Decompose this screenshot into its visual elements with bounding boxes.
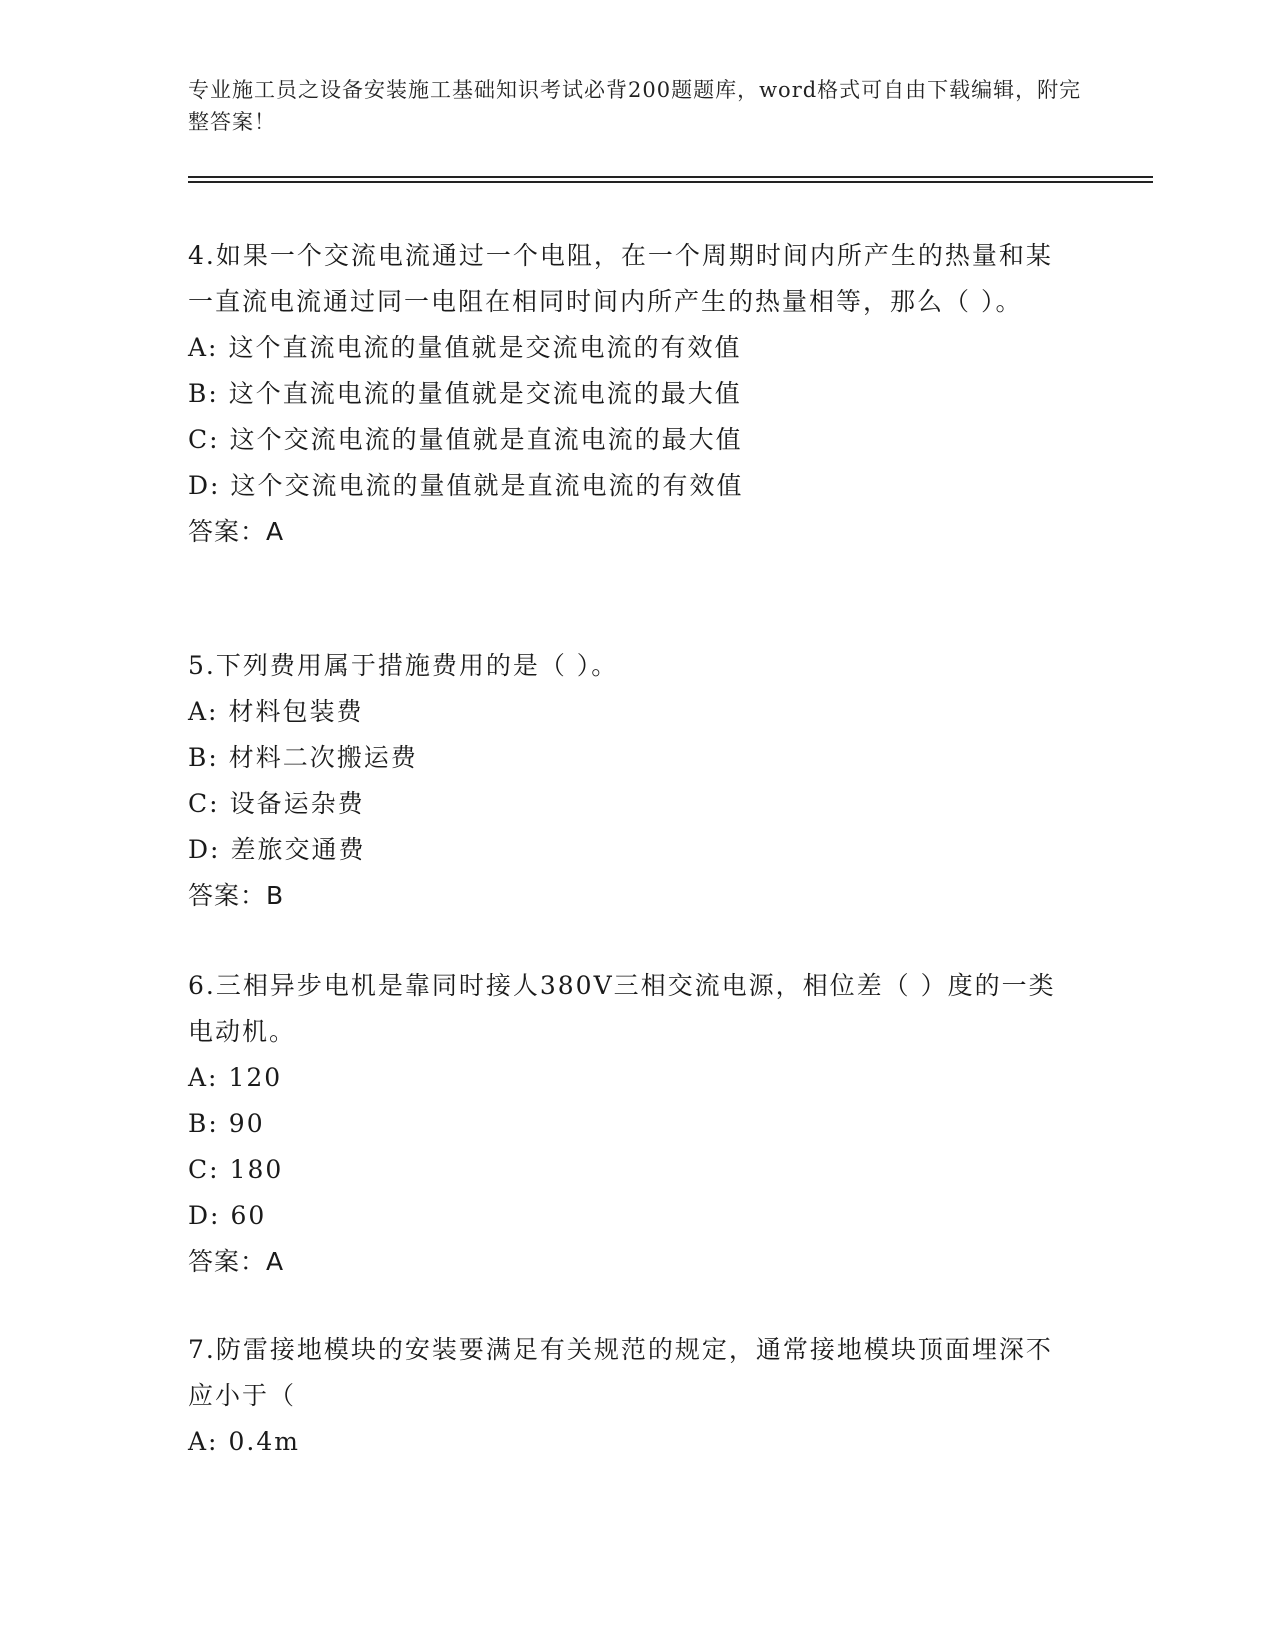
option-text: 差旅交通费 xyxy=(230,835,366,864)
question-number: 6. xyxy=(188,971,216,1000)
answer-line xyxy=(188,873,1068,919)
question-stem: 如果一个交流电流通过一个电阻，在一个周期时间内所产生的热量和某一直流电流通过同一电阻在相同时间内所产生的热量相等，那么（ ）。 xyxy=(188,241,1053,316)
question-number: 5. xyxy=(188,651,216,680)
option-text: 设备运杂费 xyxy=(229,789,365,818)
option-text: 90 xyxy=(228,1109,265,1138)
option-key: B: xyxy=(188,743,219,772)
option-d xyxy=(188,463,1068,509)
option-text: 这个直流电流的量值就是交流电流的最大值 xyxy=(228,379,742,408)
answer-line xyxy=(188,509,1068,555)
option-text: 这个直流电流的量值就是交流电流的有效值 xyxy=(228,333,742,362)
option-key: C: xyxy=(188,425,220,454)
option-key: C: xyxy=(188,789,220,818)
question-text xyxy=(188,643,1068,689)
answer-value: A xyxy=(266,517,285,546)
document-header: 专业施工员之设备安装施工基础知识考试必背200题题库，word格式可自由下载编辑，附完整答案！ xyxy=(188,78,1082,134)
option-text: 120 xyxy=(228,1063,283,1092)
question-stem: 下列费用属于措施费用的是（ ）。 xyxy=(215,651,619,680)
option-key: B: xyxy=(188,379,219,408)
option-a xyxy=(188,689,1068,735)
option-d xyxy=(188,827,1068,873)
option-c xyxy=(188,1147,1068,1193)
answer-label: 答案： xyxy=(188,881,267,910)
option-text: 60 xyxy=(230,1201,267,1230)
header-divider-bottom xyxy=(188,181,1153,183)
option-a xyxy=(188,1055,1068,1101)
option-b xyxy=(188,1101,1068,1147)
question-number: 4. xyxy=(188,241,216,270)
question-4 xyxy=(188,233,1068,555)
question-5 xyxy=(188,643,1068,919)
option-d xyxy=(188,1193,1068,1239)
option-key: A: xyxy=(188,697,219,726)
answer-line xyxy=(188,1239,1068,1285)
answer-label: 答案： xyxy=(188,1247,267,1276)
question-text xyxy=(188,1327,1068,1419)
question-stem: 三相异步电机是靠同时接人380V三相交流电源，相位差（ ）度的一类电动机。 xyxy=(188,971,1056,1046)
option-key: D: xyxy=(188,1201,221,1230)
option-a xyxy=(188,325,1068,371)
option-key: A: xyxy=(188,333,219,362)
answer-value: A xyxy=(266,1247,285,1276)
option-key: B: xyxy=(188,1109,219,1138)
option-c xyxy=(188,417,1068,463)
option-text: 180 xyxy=(229,1155,284,1184)
option-c xyxy=(188,781,1068,827)
question-stem: 防雷接地模块的安装要满足有关规范的规定，通常接地模块顶面埋深不应小于（ xyxy=(188,1335,1053,1410)
answer-label: 答案： xyxy=(188,517,267,546)
question-7 xyxy=(188,1327,1068,1465)
option-text: 这个交流电流的量值就是直流电流的有效值 xyxy=(230,471,744,500)
option-text: 材料二次搬运费 xyxy=(228,743,418,772)
option-key: D: xyxy=(188,471,221,500)
option-key: A: xyxy=(188,1063,219,1092)
option-text: 0.4m xyxy=(228,1427,300,1456)
header-divider-top xyxy=(188,176,1153,178)
option-key: C: xyxy=(188,1155,220,1184)
option-text: 材料包装费 xyxy=(228,697,364,726)
option-b xyxy=(188,735,1068,781)
option-b xyxy=(188,371,1068,417)
option-a xyxy=(188,1419,1068,1465)
option-key: A: xyxy=(188,1427,219,1456)
question-number: 7. xyxy=(188,1335,216,1364)
question-6 xyxy=(188,963,1068,1285)
option-key: D: xyxy=(188,835,221,864)
question-text xyxy=(188,233,1068,325)
question-text xyxy=(188,963,1068,1055)
option-text: 这个交流电流的量值就是直流电流的最大值 xyxy=(229,425,743,454)
answer-value: B xyxy=(266,881,285,910)
